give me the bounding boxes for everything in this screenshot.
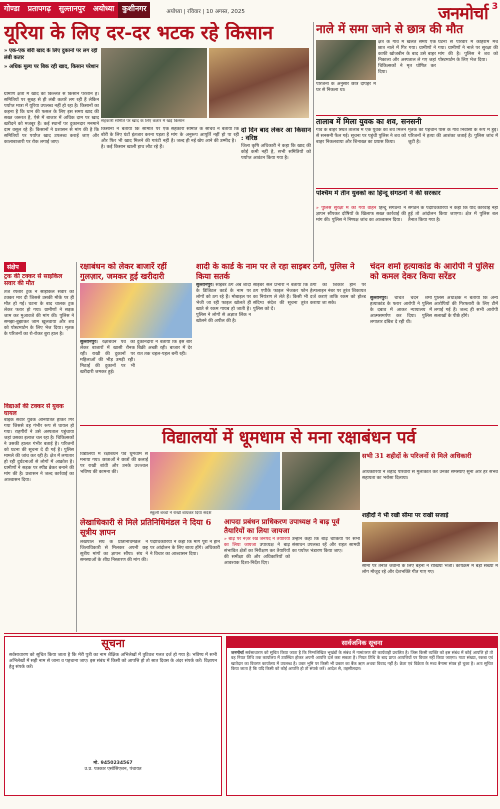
right-mid-subhead: पश्चिम में तीन युवकों का हिन्दू संगठनों ने की सरकार [316,190,441,197]
brief-2-title: विद्याओं की टक्कर से युवक घायल [4,403,64,417]
raksha-photo-1 [150,452,280,510]
right-mid-bullet: » पुलिस सुरक्षा में की गया वाहन [316,206,377,211]
notice-title: सूचना [101,637,125,650]
brief-1-title: ट्रक की टक्कर से साइकिल सवार की मौत [4,273,63,287]
column-rule [313,22,314,262]
notice-footer: उ.प्र. पत्रकार एसोसिएशन, पंचायत [84,767,142,772]
chandan-body-2: पुलिस अधीक्षक ने बताया कि अन्य आरोपियों की गिरफ्तारी के लिए टीमें लगाई गई हैं। जल्द ही सभी आरोपी सलाखों के पीछे होंगे। [434,296,498,319]
raksha-photo-2 [282,452,360,510]
briefs-tag: संक्षेप [4,262,26,272]
right-mid-body-1: » पुलिस सुरक्षा में की गया वाहन हिन्दू संगठनों ने ज्ञापन सौंपकर दोषियों के खिलाफ सख्त कार्रवाई की मांग की। पुलिस ने निष्पक्ष जांच का आश्वासन दिया। [316,206,406,223]
right-mid-body-2: संगठन के पदाधिकारियों ने कहा कि यदि कार्रवाई नहीं हुई तो आंदोलन किया जाएगा। क्षेत्र में पुलिस बल तैनात किया गया है। [408,206,498,223]
sabhi-subhead: शहीदों ने भी रखी सीमा पर राखी सजाई [362,512,449,519]
lead-body-3: सहकारी समिति के सचिव ने बताया कि मांग के अनुरूप आपूर्ति नहीं हो पा रही है। जल्द ही नई खेप आने की उम्मीद है। [171,127,239,144]
ayush-bullet: » बाढ़ पर नज़र रख जनपद ने तैयारियों का लिया जायजा [224,537,290,548]
brief-1-body: तेज रफ्तार ट्रक ने साइकिल सवार को टक्कर मार दी जिससे उसकी मौके पर ही मौत हो गई। घटना के बाद चालक ट्रक लेकर फरार हो गया। ग्रामीणों ने सड़क जाम कर मुआवजे की मांग की। पुलिस ने समझा-बुझाकर जाम खुलवाया और शव को पोस्टमार्टम के लिए भेज दिया। मृतक के परिजनों का रो-रोकर बुरा हाल है। [4,290,74,337]
public-notice-title: सार्वजनिक सूचना [227,637,497,648]
tamasha-body-1: गांव के बाहर स्थित तालाब में एक युवक का शव मिलने से सनसनी फैल गई। सूचना पर पहुंची पुलिस ने शव को बाहर निकलवाया और शिनाख्त का प्रयास किया। [316,128,406,145]
tamasha-headline: तालाब में मिला युवक का शव, सनसनी [316,117,422,126]
bottom-rule [4,633,498,634]
dateline: अयोध्या | रविवार | 10 अगस्त, 2025 [166,9,245,15]
raksha-top-rule [80,425,498,426]
lead-photo [101,48,207,118]
bazaar-photo [80,283,192,338]
masthead: जनमोर्चा [438,4,488,24]
chandan-headline: चंदन शर्मा हत्याकांड के आरोपी ने पुलिस को कमल देकर किया सरेंडर [370,262,495,282]
left-column-rule [76,262,77,632]
ayush-body-1: » बाढ़ पर नज़र रख जनपद ने तैयारियों का लिया जायजा उपाध्यक्ष ने बाढ़ संभावित क्षेत्रों का निरीक्षण कर तैयारियों की समीक्षा की और अधिकारियों को आवश्यक दिशा-निर्देश दिए। [224,537,290,566]
notice-contact: मो. 9450234567 [93,761,133,766]
lead-bullet-1: » एक-एक बोरी खाद के लिए दुकानों पर लग रही लंबी कतार [4,48,98,61]
bazaar-body-2: दुकानदारों ने बताया कि इस बार बिक्री अच्छी रही। बाजार में देर रात तक चहल-पहल बनी रही। [137,340,192,357]
section-nav [0,2,150,18]
page-number: 3 [491,2,498,12]
lekhapal-body-2: पदाधिकारियों ने कहा कि मांगें पूरी न होने पर आंदोलन के लिए बाध्य होंगे। अधिकारी ने विचार का आश्वासन दिया। [150,540,220,557]
lead-body-4: दो दिन बाद लेकर आ किसान : वरिष्ठ जिला कृषि अधिकारी ने कहा कि खाद की कोई कमी नहीं है, सभी समितियों को पर्याप्त आवंटन किया गया है। [241,127,311,161]
wedding-body-1: सुल्तानपुर। साइबर ठग अब शादी के डिजिटल कार्ड के नाम पर लोगों को ठग रहे हैं। मोबाइल पर भेजी जा रही फाइल खोलते ही खाते से रकम गायब हो जाती है। पुलिस ने लोगों से अज्ञात लिंक न खोलने की अपील की है। [196,283,251,324]
lekhapal-headline: लेखाधिकारी से मिले प्रतिनिधिमंडल ने दिया 6 सूत्रीय ज्ञापन [80,518,212,537]
lekhapal-body-1: लेखपाल संघ के प्रतिनिधिमंडल ने जिलाधिकारी से मिलकर अपनी छह सूत्रीय मांगों का ज्ञापन सौंपा। संघ ने समस्याओं के शीघ्र निस्तारण की मांग की। [80,540,148,563]
nav-item-gonda[interactable]: गोण्डा [0,2,24,18]
nav-item-sultanpur[interactable]: सुल्तानपुर [55,2,89,18]
notice-box [4,636,222,796]
lead-body-1: ग्रामीण क्षेत्रों में खाद की किल्लत से किसान परेशान हैं। समितियों पर सुबह से ही लंबी कतारें लग रही हैं लेकिन पर्याप्त मात्रा में यूरिया उपलब्ध नहीं हो रहा है। किसानों का कहना है कि धान की फसल के लिए इस समय खाद की सख्त जरूरत है, ऐसे में बाजार में अधिक दाम पर खाद खरीदने को मजबूर हैं। कई स्थानों पर दुकानदार मनमाने दाम वसूल रहे हैं। किसानों ने प्रशासन से मांग की है कि समितियों पर पर्याप्त खाद उपलब्ध कराई जाए और कालाबाजारी पर रोक लगाई जाए। [4,92,99,145]
wedding-dateline: सुल्तानपुर। [196,283,214,288]
top-bar [0,0,500,20]
lead-headline: यूरिया के लिए दर-दर भटक रहे किसान [4,22,274,44]
right-top-photo [316,40,376,80]
section-divider-2 [316,188,498,189]
raksha-caption: स्कूली बच्चों ने राखी बांधकर दिया संदेश [150,511,212,516]
nav-item-pratapgarh[interactable]: प्रतापगढ़ [24,2,55,18]
wedding-body-3: ठगी का शिकार होने पर हेल्पलाइन नंबर पर तुरंत शिकायत दर्ज कराएं ताकि रकम को होल्ड कराया जा सके। [310,283,366,306]
right-top-headline: नाले में समा जाने से छात्र की मौत [316,22,464,36]
brief-2-body: बाइक सवार युवक अनियंत्रित होकर गिर गया जिससे वह गंभीर रूप से घायल हो गया। राहगीरों ने उसे अस्पताल पहुंचाया जहां उसका इलाज चल रहा है। चिकित्सकों ने उसकी हालत गंभीर बताई है। परिजनों को घटना की सूचना दे दी गई है। पुलिस मामले की जांच कर रही है। क्षेत्र में लगातार हो रही दुर्घटनाओं से लोगों में आक्रोश है। ग्रामीणों ने सड़क पर स्पीड ब्रेकर बनाने की मांग की है। प्रशासन ने जल्द कार्रवाई का आश्वासन दिया। [4,418,74,483]
public-notice-header: जनमोर्चा [231,650,244,655]
lead-subhead: दो दिन बाद लेकर आ किसान : वरिष्ठ [241,127,311,142]
public-notice-box [226,636,498,796]
raksha-headline: विद्यालयों में धूमधाम से मना रक्षाबंधन पर्व [162,428,416,448]
wedding-body-2: साइबर सेल प्रभारी ने बताया कि ठग एपीके फाइल भेजकर फोन का नियंत्रण ले लेते हैं। किसी भी संदिग्ध संदेश की सूचना तुरंत पुलिस को दें। [253,283,308,312]
notice-body: सर्वसाधारण को सूचित किया जाता है कि मेरी पुत्री का नाम शैक्षिक अभिलेखों में त्रुटिवश गलत दर्ज हो गया है। भविष्य में सभी अभिलेखों में सही नाम से जाना व पहचाना जाए। इस संबंध में किसी को आपत्ति हो तो सात दिवस के अंदर संपर्क करें। विज्ञापन हेतु संपर्क करें। [9,653,217,670]
sabhi-photo [362,522,498,562]
ayush-body-2: उन्होंने कहा कि बाढ़ चौकियों पर सभी संसाधन उपलब्ध रहें और राहत सामग्री का पर्याप्त भंडारण किया जाए। [292,537,360,554]
chandan-dateline: सुल्तानपुर। [370,296,388,301]
bazaar-headline: रक्षाबंधन को लेकर बाजारें रहीं गुलज़ार, जमकर हुई खरीदारी [80,262,167,281]
lead-body-2: किसानों ने बताया कि समिति पर एक बोरी के लिए घंटों इंतजार करना पड़ता है और फिर भी खाद मिलने की गारंटी नहीं है। कई किसान खाली हाथ लौट रहे हैं। [101,127,169,150]
lead-caption: सहकारी समिति पर खाद के लिए कतार में खड़े किसान [101,119,185,124]
bazaar-body-1: सुल्तानपुर। रक्षाबंधन पर्व को लेकर बाजारों में खासी रौनक रही। राखी की दुकानों पर महिलाओं की भीड़ उमड़ी रही। मिठाई की दुकानों पर भी खरीदारी जमकर हुई। [80,340,135,375]
lead-photo-2 [209,48,309,118]
right-top-body-3: परिजनों के अनुसार छात्र दोपहर में घर से निकला था। [316,82,376,93]
right-top-body-1: क्षेत्र के गांव में खेलते समय एक छात्र नाले में गिर गया। ग्रामीणों ने काफी खोजबीन के बाद उसे बाहर निकाला और अस्पताल ले गए जहां चिकित्सकों ने मृत घोषित कर दिया। [378,40,436,75]
sabhi-body-2: सीमा पर तैनात जवानों के लिए बहनों ने राखियां भेजीं। कार्यक्रम में बड़ी संख्या में लोग मौजूद रहे और देशभक्ति गीत गाए गए। [362,564,498,575]
lead-bullets [4,48,99,86]
sabhi-headline: सभी 31 शहीदों के परिजनों से मिले अधिकारी [362,452,472,460]
sabhi-body: अधिकारियों ने शहीद परिवारों से मुलाकात कर उनकी समस्याएं सुनीं और हर संभव सहायता का भरोसा दिलाया। [362,470,498,481]
ayush-headline: आपदा प्रबंधन प्राधिकरण उपाध्यक्ष ने बाढ़ पूर्व तैयारियों का लिया जायजा [224,518,340,535]
public-notice-body: जनमोर्चा सर्वसाधारण को सूचित किया जाता है कि निम्नलिखित भूखंडों के संबंध में नामांतरण की कार्यवाही प्रचलित है। जिस किसी व्यक्ति को इस संबंध में कोई आपत्ति हो तो वह नियत तिथि तक कार्यालय में उपस्थित होकर अपनी आपत्ति दर्ज करा सकता है। नियत तिथि के बाद प्राप्त आपत्तियों पर विचार नहीं किया जाएगा। गाटा संख्या, रकबा एवं खातेदार का विवरण कार्यालय में उपलब्ध है। उक्त भूमि पर किसी भी प्रकार का बैंक ऋण अथवा विवाद नहीं है। क्रेता एवं विक्रेता के मध्य बैनामा संपन्न हो चुका है। अतः सूचित किया जाता है कि यदि किसी को कोई आपत्ति हो तो संपर्क करें। आदेश से, तहसीलदार। [231,650,493,672]
chandan-body-1: सुल्तानपुर। चर्चित चंदन शर्मा हत्याकांड के फरार आरोपी ने पुलिस के दबाव में आकर न्यायालय में आत्मसमर्पण कर दिया। पुलिस लगातार दबिश दे रही थी। [370,296,432,325]
nav-item-kushinagar[interactable]: कुशीनगर [118,2,150,18]
tamasha-body-2: मृतक की पहचान पास के गांव निवासी के रूप में हुई। परिजनों ने हत्या की आशंका जताई है। पुलिस जांच में जुटी है। [408,128,498,145]
wedding-headline: शादी के कार्ड के नाम पर ले रहा साइबर ठगी, पुलिस ने किया सतर्क [196,262,355,281]
raksha-body-1: विद्यालयों में रक्षाबंधन पर्व धूमधाम से मनाया गया। छात्राओं ने छात्रों की कलाई पर राखी बांधी और उनके उज्ज्वल भविष्य की कामना की। [80,452,148,475]
right-top-body-2: घटना से परिवार में कोहराम मच गया। ग्रामीणों ने नाले पर सुरक्षा की मांग की है। पुलिस ने शव को पोस्टमार्टम के लिए भेज दिया। [438,40,498,63]
nav-item-ayodhya[interactable]: अयोध्या [89,2,118,18]
section-divider [316,115,498,116]
lead-bullet-2: » अधिक मूल्य पर बिक रही खाद, किसान परेशान [4,64,99,70]
bazaar-dateline: सुल्तानपुर। [80,340,98,345]
